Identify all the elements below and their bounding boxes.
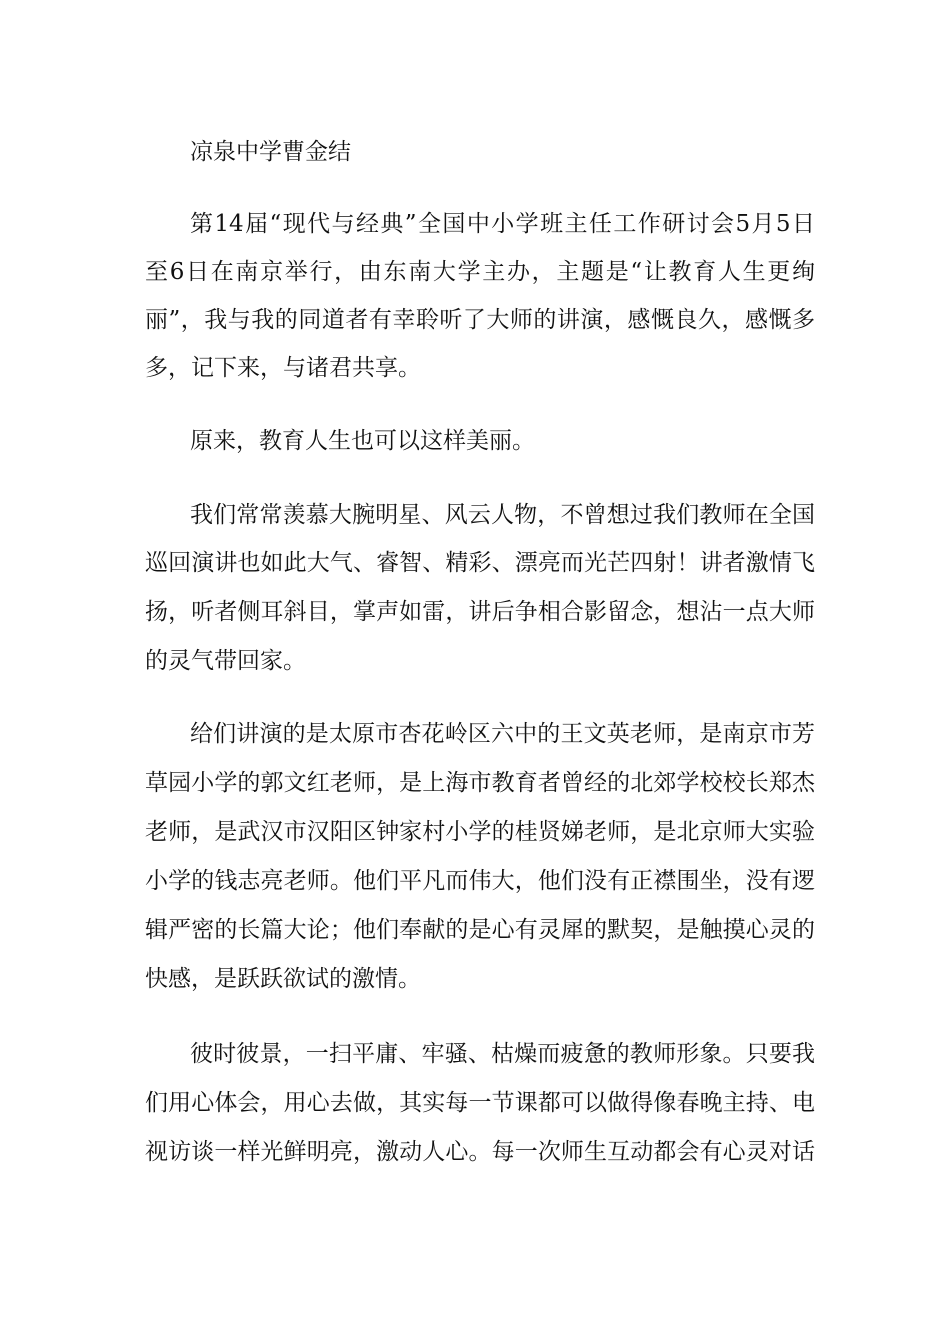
- paragraph-4-line-2: 草园小学的郭文红老师，是上海市教育者曾经的北郊学校校长郑杰: [145, 770, 815, 796]
- paragraph-3-line-3: 扬，听者侧耳斜目，掌声如雷，讲后争相合影留念，想沾一点大师: [145, 599, 815, 625]
- paragraph-3-line-2: 巡回演讲也如此大气、睿智、精彩、漂亮而光芒四射！讲者激情飞: [145, 550, 815, 576]
- paragraph-4-line-5: 辑严密的长篇大论；他们奉献的是心有灵犀的默契，是触摸心灵的: [145, 917, 815, 943]
- paragraph-3-line-1: 我们常常羡慕大腕明星、风云人物，不曾想过我们教师在全国: [190, 502, 815, 528]
- paragraph-4-line-6: 快感，是跃跃欲试的激情。: [145, 966, 421, 992]
- paragraph-4-line-4: 小学的钱志亮老师。他们平凡而伟大，他们没有正襟围坐，没有逻: [145, 868, 815, 894]
- paragraph-5-line-3: 视访谈一样光鲜明亮，激动人心。每一次师生互动都会有心灵对话: [145, 1139, 815, 1165]
- paragraph-1-line-1: 第14届“现代与经典”全国中小学班主任工作研讨会5月5日: [190, 211, 815, 237]
- paragraph-1-line-4: 多，记下来，与诸君共享。: [145, 355, 421, 381]
- paragraph-1-line-2: 至6日在南京举行，由东南大学主办，主题是“让教育人生更绚: [145, 259, 815, 285]
- paragraph-4-line-3: 老师，是武汉市汉阳区钟家村小学的桂贤娣老师，是北京师大实验: [145, 819, 815, 845]
- paragraph-5-line-1: 彼时彼景，一扫平庸、牢骚、枯燥而疲惫的教师形象。只要我: [190, 1041, 815, 1067]
- paragraph-4-line-1: 给们讲演的是太原市杏花岭区六中的王文英老师，是南京市芳: [190, 721, 815, 747]
- paragraph-2-line-1: 原来，教育人生也可以这样美丽。: [190, 428, 535, 454]
- paragraph-3-line-4: 的灵气带回家。: [145, 648, 306, 674]
- author-line: 凉泉中学曹金结: [190, 139, 351, 165]
- paragraph-1-line-3: 丽”，我与我的同道者有幸聆听了大师的讲演，感慨良久，感慨多: [145, 307, 815, 333]
- paragraph-5-line-2: 们用心体会，用心去做，其实每一节课都可以做得像春晚主持、电: [145, 1090, 815, 1116]
